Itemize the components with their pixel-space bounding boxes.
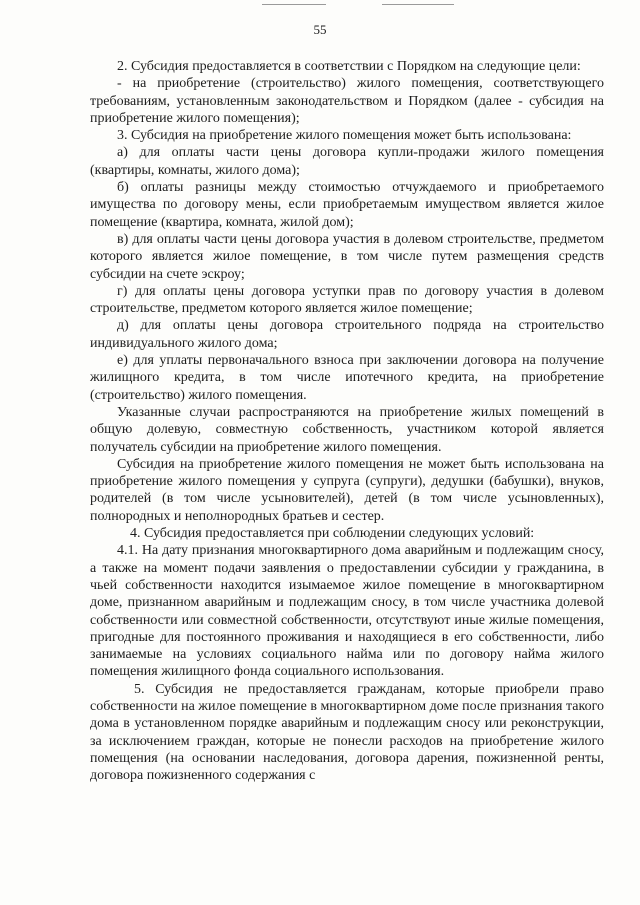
- paragraph-3e: е) для уплаты первоначального взноса при заключении договора на получение жилищного кредита, в том числе ипотечного кредита, на приобретение (строительство) жилого помещения.: [90, 353, 604, 403]
- scan-top-mark-left: [262, 4, 326, 5]
- document-body: [90, 58, 604, 784]
- paragraph-3g: г) для оплаты цены договора уступки прав по договору участия в долевом строительстве, предметом которого является жилое помещение;: [90, 283, 604, 317]
- paragraph-5: 5. Субсидия не предоставляется гражданам, которые приобрели право собственности на жилое помещение в многоквартирном доме после признания такого дома в установленном порядке аварийным и подлежащим сносу или реконструкции, за исключением граждан, которые не понесли расходов на приобретение жилого помещения (на основании наследования, договора дарения, пожизненной ренты, договора пожизненного содержания с: [90, 681, 604, 784]
- paragraph-2: 2. Субсидия предоставляется в соответствии с Порядком на следующие цели:: [117, 59, 581, 74]
- paragraph-note-relatives: Субсидия на приобретение жилого помещения не может быть использована на приобретение жилого помещения у супруга (супруги), дедушки (бабушки), внуков, родителей (в том числе усыновителей), детей (в том числе усыновленных), полнородных и неполнородных братьев и сестер.: [90, 456, 604, 524]
- scan-top-mark-right: [382, 4, 454, 5]
- paragraph-2-goal: - на приобретение (строительство) жилого помещения, соответствующего требованиям, установленным законодательством и Порядком (далее - субсидия на приобретение жилого помещения);: [90, 76, 604, 126]
- paragraph-3: 3. Субсидия на приобретение жилого помещения может быть использована:: [117, 128, 572, 144]
- paragraph-4: 4. Субсидия предоставляется при соблюдении следующих условий:: [130, 526, 535, 542]
- paragraph-3v: в) для оплаты части цены договора участия в долевом строительстве, предметом которого является жилое помещение, в том числе путем размещения средств субсидии на счете эскроу;: [90, 231, 604, 282]
- paragraph-note-shared-ownership: Указанные случаи распространяются на приобретение жилых помещений в общую долевую, совместную собственность, участником которой является получатель субсидии на приобретение жилого помещения.: [90, 404, 604, 455]
- paragraph-3d: д) для оплаты цены договора строительного подряда на строительство индивидуального жилого дома;: [90, 318, 604, 351]
- page-number: 55: [313, 22, 327, 37]
- paragraph-3b: б) оплаты разницы между стоимостью отчуждаемого и приобретаемого имущества по договору мены, если приобретаемым имуществом является жилое помещение (квартира, комната, жилой дом);: [90, 180, 604, 230]
- paragraph-4-1: 4.1. На дату признания многоквартирного дома аварийным и подлежащим сносу, а также на момент подачи заявления о предоставлении субсидии у гражданина, в чьей собственности находится изымаемое жилое помещение в многоквартирном доме, признанном аварийным и подлежащим сносу, в том числе участника долевой собственности или совместной собственности, отсутствуют иные жилые помещения, пригодные для постоянного проживания и находящиеся в его собственности, либо занимаемые на условиях социального найма или по договору найма жилого помещения жилищного фонда социального использования.: [90, 543, 604, 680]
- paragraph-3a: а) для оплаты части цены договора купли-продажи жилого помещения (квартиры, комнаты, жилого дома);: [90, 145, 604, 178]
